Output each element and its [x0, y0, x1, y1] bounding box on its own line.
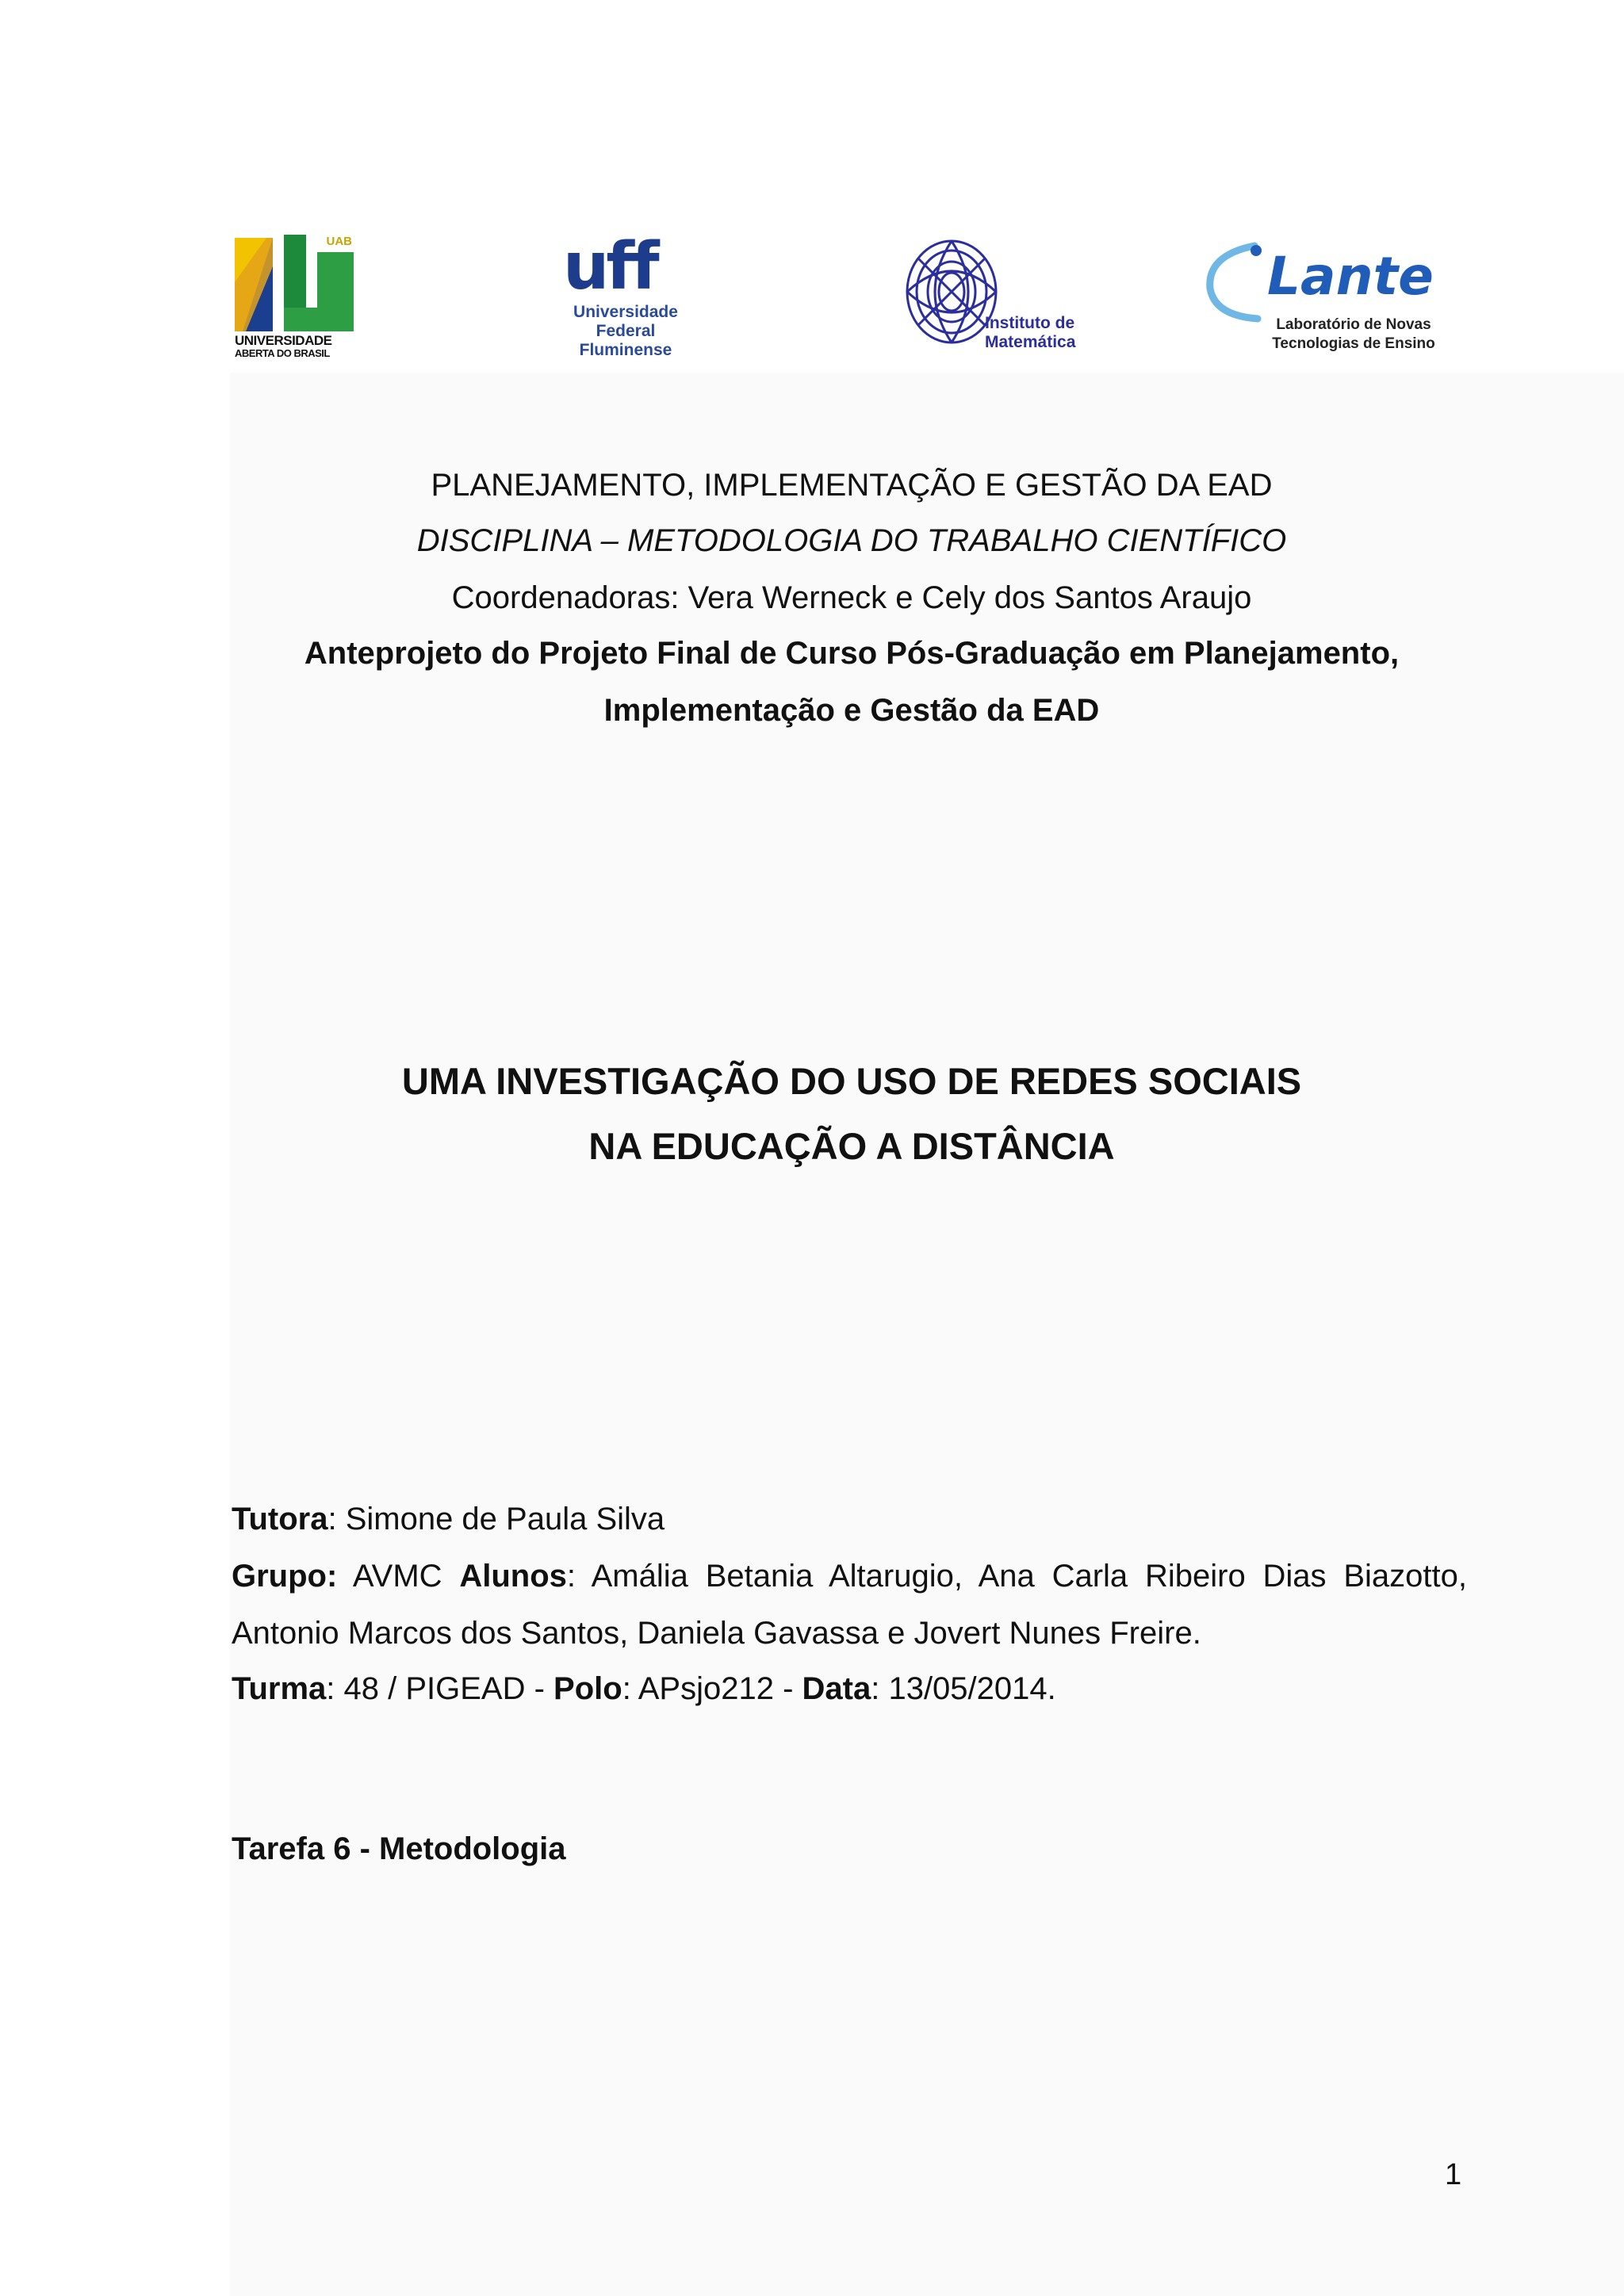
header-line-5: Implementação e Gestão da EAD — [603, 693, 1100, 728]
polo-value: : APsjo212 - — [622, 1671, 802, 1706]
tutora-label: Tutora — [232, 1502, 328, 1536]
im-line1: Instituto de — [985, 314, 1075, 332]
document-title-line-2: NA EDUCAÇÃO A DISTÂNCIA — [588, 1125, 1115, 1167]
uff-logo — [558, 229, 693, 362]
grupo-value: AVMC — [337, 1559, 460, 1594]
turma-value: : 48 / PIGEAD - — [326, 1671, 554, 1706]
alunos-continuation: Antonio Marcos dos Santos, Daniela Gavassa e Jovert Nunes Freire. — [232, 1616, 1201, 1651]
grupo-line — [232, 1557, 1467, 1595]
turma-label: Turma — [232, 1671, 327, 1706]
uff-line3: Fluminense — [579, 341, 672, 359]
tutora-value: : Simone de Paula Silva — [327, 1502, 665, 1536]
lante-logo — [1199, 233, 1445, 362]
uab-line2: ABERTA DO BRASIL — [235, 347, 330, 359]
data-value: : 13/05/2014. — [871, 1671, 1056, 1706]
tarefa-heading: Tarefa 6 - Metodologia — [232, 1831, 566, 1866]
lante-swoosh-icon — [1199, 239, 1270, 327]
header-line-1: PLANEJAMENTO, IMPLEMENTAÇÃO E GESTÃO DA EAD — [431, 468, 1273, 503]
uff-mark: uff — [563, 229, 657, 304]
grupo-label: Grupo: — [232, 1559, 338, 1594]
header-line-4: Anteprojeto do Projeto Final de Curso Pós-Graduação em Planejamento, — [304, 636, 1400, 671]
uff-line1: Universidade — [573, 303, 678, 321]
lante-line1: Laboratório de Novas — [1276, 316, 1431, 333]
uab-logo — [235, 235, 355, 363]
uab-emblem-icon — [235, 235, 355, 331]
uff-line2: Federal — [596, 322, 656, 340]
im-line2: Matemática — [985, 333, 1076, 351]
polo-label: Polo — [553, 1671, 622, 1706]
uab-line1: UNIVERSIDADE — [235, 333, 332, 348]
alunos-value: : Amália Betania Altarugio, Ana Carla Ribeiro Dias Biazotto, — [566, 1559, 1467, 1594]
turma-line — [232, 1670, 1056, 1708]
data-label: Data — [802, 1671, 871, 1706]
document-title-line-1: UMA INVESTIGAÇÃO DO USO DE REDES SOCIAIS — [401, 1060, 1302, 1102]
alunos-label: Alunos — [459, 1559, 567, 1594]
header-line-2: DISCIPLINA – METODOLOGIA DO TRABALHO CIENTÍFICO — [416, 523, 1287, 558]
tutora-line — [232, 1500, 665, 1538]
lante-line2: Tecnologias de Ensino — [1272, 335, 1435, 352]
uab-badge-text: UAB — [326, 235, 352, 248]
lante-name: Lante — [1267, 246, 1434, 307]
page-number: 1 — [1445, 2158, 1462, 2191]
header-line-3: Coordenadoras: Vera Werneck e Cely dos Santos Araujo — [451, 580, 1252, 615]
instituto-matematica-logo — [902, 235, 1082, 362]
